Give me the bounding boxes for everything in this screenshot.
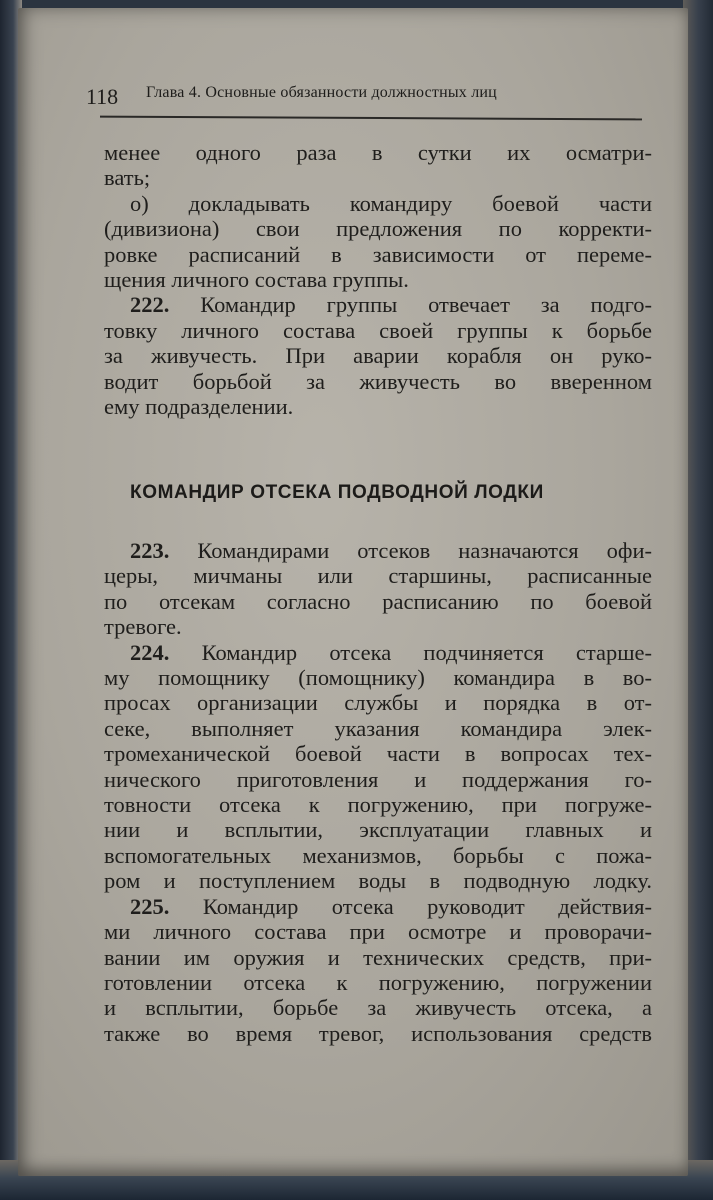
text-line: вспомогательных механизмов, борьбы с пожа-	[104, 842, 652, 868]
section-title: КОМАНДИР ОТСЕКА ПОДВОДНОЙ ЛОДКИ	[130, 482, 544, 503]
text-line: ром и поступлением воды в подводную лодку.	[104, 868, 652, 894]
paragraph-number: 222.	[130, 292, 170, 318]
paragraph-number: 224.	[130, 639, 170, 665]
text-line: готовлении отсека к погружению, погружении	[104, 969, 652, 995]
text-line: секе, выполняет указания командира элек-	[104, 715, 652, 741]
running-head: Глава 4. Основные обязанности должностных лиц	[146, 84, 497, 101]
page-header	[86, 76, 646, 116]
text-line: водит борьбой за живучесть во вверенном	[104, 368, 652, 394]
text-line: ему подразделении.	[104, 394, 294, 420]
text-line: и всплытии, борьбе за живучесть отсека, а	[104, 995, 652, 1021]
text-line: Командир группы отвечает за подго-	[200, 292, 652, 318]
text-line: нического приготовления и поддержания го-	[104, 766, 652, 792]
text-line: просах организации службы и порядка в от-	[104, 690, 652, 716]
text-line: менее одного раза в сутки их осматри-	[104, 140, 652, 165]
paragraph-number: 223.	[130, 538, 170, 563]
text-line: за живучесть. При аварии корабля он руко-	[104, 343, 652, 369]
text-line: тромеханической боевой части в вопросах тех-	[104, 741, 652, 767]
text-block-top	[104, 140, 652, 419]
text-line: нии и всплытии, эксплуатации главных и	[104, 817, 652, 843]
text-line: Командир отсека подчиняется старше-	[201, 639, 652, 665]
paragraph-222-first-line	[104, 292, 652, 317]
text-line: ми личного состава при осмотре и проворачи-	[104, 919, 652, 945]
text-line: тревоге.	[104, 614, 182, 640]
text-line: о) докладывать командиру боевой части	[130, 190, 652, 216]
text-line: щения личного состава группы.	[104, 267, 409, 293]
page-number: 118	[86, 84, 119, 109]
paragraph-224-first-line	[104, 640, 652, 665]
text-line: Командирами отсеков назначаются офи-	[197, 538, 652, 563]
text-line: Командир отсека руководит действия-	[202, 893, 652, 919]
paragraph-223-first-line	[104, 538, 652, 563]
text-line: (дивизиона) свои предложения по корректи-	[104, 216, 652, 242]
text-line: церы, мичманы или старшины, расписанные	[104, 563, 652, 589]
text-line: по отсекам согласно расписанию по боевой	[104, 588, 652, 614]
paragraph-225-first-line	[104, 894, 652, 919]
text-line: также во время тревог, использования средств	[104, 1020, 652, 1046]
paragraph-number: 225.	[130, 893, 170, 919]
text-block-bottom	[104, 538, 652, 1046]
text-line: му помощнику (помощнику) командира в во-	[104, 665, 652, 691]
text-line: вании им оружия и технических средств, при-	[104, 944, 652, 970]
text-line: ровке расписаний в зависимости от переме-	[104, 241, 652, 267]
text-line: вать;	[104, 165, 151, 191]
text-line: товности отсека к погружению, при погруже-	[104, 792, 652, 818]
text-line: товку личного состава своей группы к борьбе	[104, 317, 652, 343]
